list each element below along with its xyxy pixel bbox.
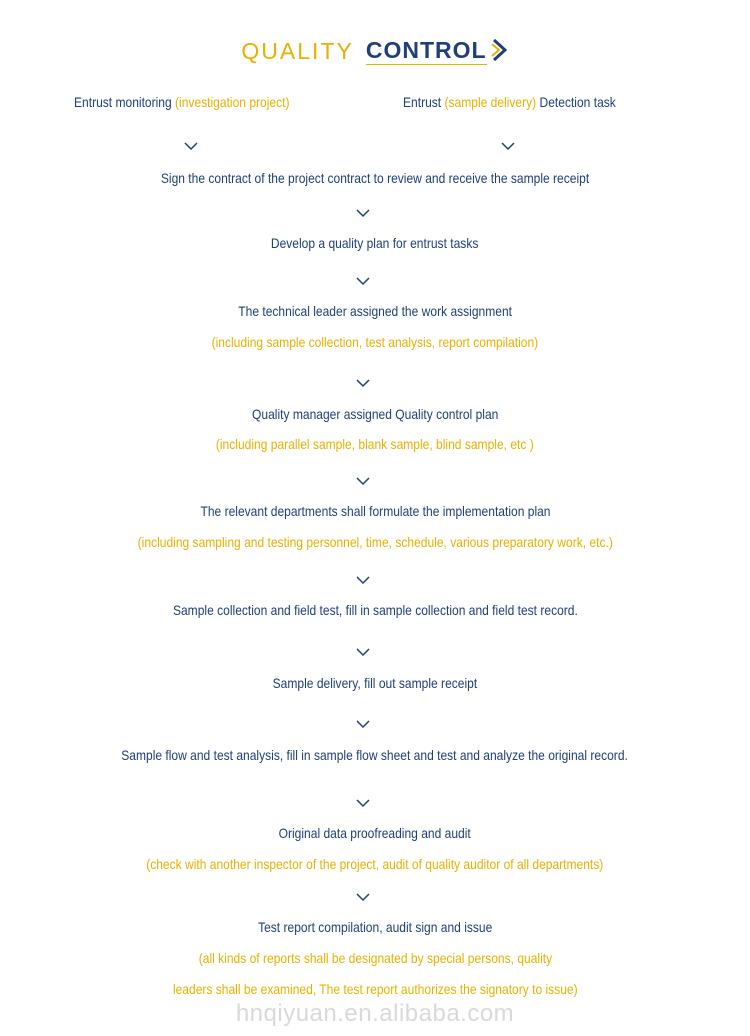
branch-entrust-delivery [403,94,650,110]
branch-left-highlight: (investigation project) [175,94,290,110]
chevron-down-icon [184,141,198,151]
title-control: CONTROL [365,37,487,63]
branch-left-text: Entrust monitoring [74,94,176,110]
chevron-down-icon [356,892,370,902]
branch-right-text2: Detection task [536,94,616,110]
step-quality-plan: Develop a quality plan for entrust tasks [271,235,479,251]
chevron-down-icon [356,208,370,218]
page-title [0,34,750,68]
chevron-down-icon [356,476,370,486]
step-implementation-plan-note: (including sampling and testing personnel, time, schedule, various preparatory work, etc.) [137,534,613,550]
step-sample-delivery: Sample delivery, fill out sample receipt [272,675,478,691]
chevron-right-icon [491,38,509,67]
chevron-down-icon [356,575,370,585]
watermark: hnqiyuan.en.alibaba.com [235,1000,515,1027]
step-qc-plan: Quality manager assigned Quality control plan [251,406,499,422]
step-contract-review: Sign the contract of the project contract to review and receive the sample receipt [160,170,590,186]
chevron-down-icon [501,141,515,151]
chevron-down-icon [356,647,370,657]
step-report-issue-note2: leaders shall be examined, The test report authorizes the signatory to issue) [172,981,578,997]
step-qc-plan-note: (including parallel sample, blank sample, blind sample, etc ) [216,436,534,452]
step-data-audit: Original data proofreading and audit [278,825,472,841]
branch-entrust-monitoring [74,94,325,110]
step-test-analysis: Sample flow and test analysis, fill in sample flow sheet and test and analyze the original record. [121,747,629,763]
step-implementation-plan: The relevant departments shall formulate the implementation plan [199,503,551,519]
step-work-assignment-note: (including sample collection, test analysis, report compilation) [211,334,539,350]
chevron-down-icon [356,719,370,729]
step-work-assignment: The technical leader assigned the work assignment [238,303,512,319]
branch-right-highlight: (sample delivery) [444,94,537,110]
step-sample-collection: Sample collection and field test, fill in sample collection and field test record. [172,602,578,618]
chevron-down-icon [356,798,370,808]
title-quality: QUALITY [241,37,354,64]
step-data-audit-note: (check with another inspector of the project, audit of quality auditor of all departments) [146,856,604,872]
step-report-issue: Test report compilation, audit sign and issue [257,919,493,935]
step-report-issue-note: (all kinds of reports shall be designated by special persons, quality [198,950,552,966]
chevron-down-icon [356,276,370,286]
chevron-down-icon [356,378,370,388]
branch-right-text1: Entrust [403,94,445,110]
